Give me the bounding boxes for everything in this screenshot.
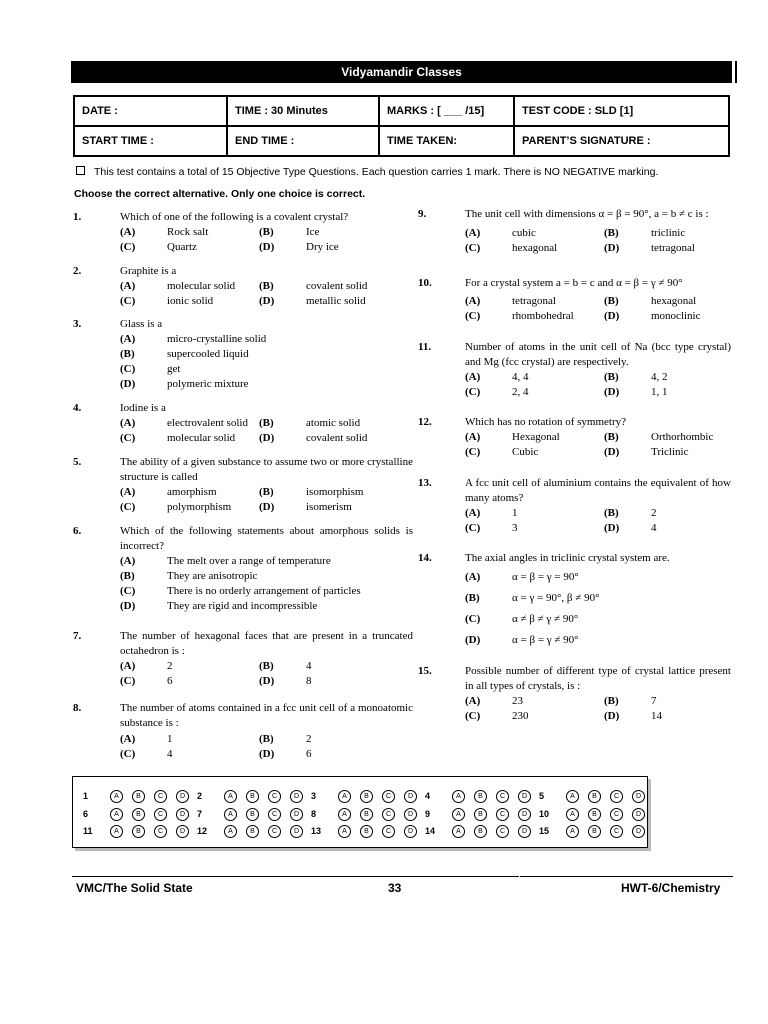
option-label-d: (D) (604, 242, 620, 254)
option-label-a: (A) (120, 733, 136, 745)
end-time-cell: END TIME : (227, 126, 379, 156)
omr-question (83, 823, 193, 841)
option-text-d: 14 (651, 710, 662, 722)
omr-question (425, 823, 535, 841)
option-label-a: (A) (120, 333, 136, 345)
omr-question-number: 4 (425, 791, 431, 801)
answer-bubble[interactable]: D (290, 825, 303, 838)
info-row (74, 126, 729, 156)
omr-question (425, 788, 535, 806)
omr-answer-grid (72, 776, 648, 848)
answer-bubble[interactable]: D (518, 825, 531, 838)
answer-bubble[interactable]: B (246, 790, 259, 803)
option-text-d: 1, 1 (651, 386, 668, 398)
omr-question-number: 14 (425, 826, 436, 836)
option-text-b: 2 (306, 733, 312, 745)
option-text-a: amorphism (167, 486, 217, 498)
option-text-a: molecular solid (167, 280, 236, 292)
answer-bubble[interactable]: C (496, 790, 509, 803)
option-label-c: (C) (120, 241, 136, 253)
option-text-d: α = β = γ ≠ 90° (512, 634, 579, 646)
answer-bubble[interactable]: C (610, 808, 623, 821)
answer-bubble[interactable]: C (268, 808, 281, 821)
option-label-b: (B) (604, 371, 619, 383)
answer-bubble[interactable]: A (338, 808, 351, 821)
answer-bubble[interactable]: A (452, 808, 465, 821)
answer-bubble[interactable]: B (474, 825, 487, 838)
option-text-d: tetragonal (651, 242, 695, 254)
answer-bubble[interactable]: A (110, 790, 123, 803)
note-text: This test contains a total of 15 Objective Type Questions. Each question carries 1 mark. There is NO NEGATIVE marking. (94, 166, 659, 178)
option-label-d: (D) (604, 386, 620, 398)
question-number: 4. (73, 402, 82, 414)
answer-bubble[interactable]: D (518, 808, 531, 821)
answer-bubble[interactable]: A (338, 825, 351, 838)
answer-bubble[interactable]: A (224, 808, 237, 821)
option-label-a: (A) (465, 571, 481, 583)
answer-bubble[interactable]: C (154, 825, 167, 838)
answer-bubble[interactable]: C (154, 808, 167, 821)
answer-bubble[interactable]: D (404, 808, 417, 821)
option-text-c: α ≠ β ≠ γ ≠ 90° (512, 613, 579, 625)
answer-bubble[interactable]: C (154, 790, 167, 803)
omr-question (539, 823, 649, 841)
option-text-b: 4, 2 (651, 371, 668, 383)
answer-bubble[interactable]: C (382, 808, 395, 821)
info-row (74, 96, 729, 126)
option-text-a: The melt over a range of temperature (167, 555, 331, 567)
question-text: The axial angles in triclinic crystal system are. (465, 552, 670, 564)
option-label-a: (A) (120, 660, 136, 672)
omr-question (83, 788, 193, 806)
option-text-c: 230 (512, 710, 529, 722)
option-text-c: polymorphism (167, 501, 232, 513)
option-label-c: (C) (120, 585, 136, 597)
omr-question-number: 11 (83, 826, 93, 836)
question-text: Which of one of the following is a covalent crystal? (120, 211, 349, 223)
answer-bubble[interactable]: A (452, 825, 465, 838)
marks-cell: MARKS : [ ___ /15] (379, 96, 514, 126)
time-taken-cell: TIME TAKEN: (379, 126, 514, 156)
answer-bubble[interactable]: B (132, 808, 145, 821)
option-text-a: Hexagonal (512, 431, 560, 443)
question-text: Iodine is a (120, 402, 166, 414)
option-label-c: (C) (465, 446, 481, 458)
option-text-b: They are anisotropic (167, 570, 258, 582)
option-label-b: (B) (259, 226, 274, 238)
option-label-d: (D) (604, 522, 620, 534)
answer-bubble[interactable]: D (632, 790, 645, 803)
option-label-c: (C) (120, 501, 136, 513)
answer-bubble[interactable]: C (268, 790, 281, 803)
question-text: A fcc unit cell of aluminium contains the equivalent of how many atoms? (465, 477, 731, 504)
answer-bubble[interactable]: A (110, 825, 123, 838)
option-label-c: (C) (120, 675, 136, 687)
omr-question (197, 823, 307, 841)
test-note (76, 166, 736, 178)
option-text-c: ionic solid (167, 295, 214, 307)
option-label-c: (C) (465, 522, 481, 534)
answer-bubble[interactable]: B (588, 790, 601, 803)
answer-bubble[interactable]: C (382, 790, 395, 803)
omr-question-number: 15 (539, 826, 550, 836)
question-text: Which of the following statements about amorphous solids is incorrect? (120, 525, 413, 552)
option-label-c: (C) (465, 242, 481, 254)
option-text-b: 4 (306, 660, 312, 672)
answer-bubble[interactable]: D (290, 790, 303, 803)
option-label-a: (A) (120, 280, 136, 292)
omr-question-number: 1 (83, 791, 89, 801)
option-label-b: (B) (120, 570, 135, 582)
answer-bubble[interactable]: D (632, 808, 645, 821)
omr-question-number: 13 (311, 826, 322, 836)
footer-rule-left (72, 876, 519, 877)
footer-subject: HWT-6/Chemistry (621, 881, 721, 895)
option-text-c: Cubic (512, 446, 539, 458)
question-text: The number of atoms contained in a fcc unit cell of a monoatomic substance is : (120, 702, 413, 729)
question-text: The number of hexagonal faces that are present in a truncated octahedron is : (120, 630, 413, 657)
answer-bubble[interactable]: A (338, 790, 351, 803)
question-number: 3. (73, 318, 82, 330)
date-cell: DATE : (74, 96, 227, 126)
omr-question (539, 788, 649, 806)
answer-bubble[interactable]: B (360, 808, 373, 821)
answer-bubble[interactable]: D (176, 825, 189, 838)
option-label-b: (B) (259, 733, 274, 745)
answer-bubble[interactable]: B (132, 790, 145, 803)
omr-question (83, 806, 193, 824)
question-text: The unit cell with dimensions α = β = 90°, a = b ≠ c is : (465, 208, 709, 220)
omr-question-number: 12 (197, 826, 208, 836)
option-label-d: (D) (259, 675, 275, 687)
option-label-d: (D) (259, 748, 275, 760)
option-text-b: covalent solid (306, 280, 368, 292)
answer-bubble[interactable]: D (176, 808, 189, 821)
omr-question (311, 788, 421, 806)
option-text-c: 4 (167, 748, 173, 760)
question-text: The ability of a given substance to assume two or more crystalline structure is called (120, 456, 413, 483)
option-label-a: (A) (465, 227, 481, 239)
question-number: 6. (73, 525, 82, 537)
option-label-a: (A) (120, 486, 136, 498)
answer-bubble[interactable]: D (290, 808, 303, 821)
answer-bubble[interactable]: B (588, 808, 601, 821)
answer-bubble[interactable]: D (404, 825, 417, 838)
option-label-b: (B) (465, 592, 480, 604)
option-label-c: (C) (465, 710, 481, 722)
option-label-a: (A) (120, 226, 136, 238)
test-code-cell: TEST CODE : SLD [1] (514, 96, 729, 126)
answer-bubble[interactable]: D (176, 790, 189, 803)
omr-question-number: 3 (311, 791, 317, 801)
question-text: Which has no rotation of symmetry? (465, 416, 626, 428)
option-label-a: (A) (465, 431, 481, 443)
option-label-d: (D) (120, 600, 136, 612)
option-label-c: (C) (120, 295, 136, 307)
option-label-c: (C) (465, 310, 481, 322)
footer-rule-right (520, 876, 733, 877)
answer-bubble[interactable]: C (610, 790, 623, 803)
option-text-a: α = β = γ = 90° (512, 571, 579, 583)
question-text: For a crystal system a = b = c and α = β = γ ≠ 90° (465, 277, 683, 289)
answer-bubble[interactable]: D (632, 825, 645, 838)
option-label-d: (D) (465, 634, 481, 646)
question-number: 1. (73, 211, 82, 223)
option-label-c: (C) (465, 386, 481, 398)
question-text: Graphite is a (120, 265, 177, 277)
option-label-d: (D) (604, 310, 620, 322)
option-label-d: (D) (604, 710, 620, 722)
option-text-d: 8 (306, 675, 312, 687)
question-number: 14. (418, 552, 432, 564)
option-label-b: (B) (259, 486, 274, 498)
option-text-a: 1 (512, 507, 518, 519)
option-text-c: 6 (167, 675, 173, 687)
option-label-d: (D) (120, 378, 136, 390)
option-label-c: (C) (465, 613, 481, 625)
option-text-c: hexagonal (512, 242, 558, 254)
option-label-b: (B) (604, 695, 619, 707)
option-text-c: 2, 4 (512, 386, 529, 398)
start-time-cell: START TIME : (74, 126, 227, 156)
answer-bubble[interactable]: A (566, 825, 579, 838)
option-text-d: Triclinic (651, 446, 689, 458)
option-text-d: 6 (306, 748, 312, 760)
option-text-b: atomic solid (306, 417, 361, 429)
answer-bubble[interactable]: D (518, 790, 531, 803)
option-text-c: 3 (512, 522, 518, 534)
option-label-b: (B) (604, 295, 619, 307)
option-text-d: 4 (651, 522, 657, 534)
option-label-a: (A) (465, 507, 481, 519)
question-number: 5. (73, 456, 82, 468)
omr-question-number: 7 (197, 809, 203, 819)
omr-question-number: 8 (311, 809, 317, 819)
question-number: 13. (418, 477, 432, 489)
option-text-d: isomerism (306, 501, 352, 513)
answer-bubble[interactable]: B (474, 790, 487, 803)
question-number: 9. (418, 208, 427, 220)
option-label-b: (B) (259, 280, 274, 292)
option-label-d: (D) (259, 295, 275, 307)
page-title: Vidyamandir Classes (341, 65, 462, 79)
answer-bubble[interactable]: D (404, 790, 417, 803)
option-label-b: (B) (259, 660, 274, 672)
option-text-c: molecular solid (167, 432, 236, 444)
answer-bubble[interactable]: B (474, 808, 487, 821)
omr-question-number: 10 (539, 809, 550, 819)
option-label-b: (B) (120, 348, 135, 360)
option-text-a: 1 (167, 733, 173, 745)
test-info-table (73, 95, 730, 157)
option-text-d: They are rigid and incompressible (167, 600, 318, 612)
footer-chapter: VMC/The Solid State (76, 881, 193, 895)
option-label-c: (C) (120, 363, 136, 375)
answer-bubble[interactable]: A (452, 790, 465, 803)
option-text-d: polymeric mixture (167, 378, 249, 390)
option-text-a: Rock salt (167, 226, 209, 238)
option-label-d: (D) (259, 432, 275, 444)
option-label-a: (A) (120, 417, 136, 429)
option-text-b: triclinic (651, 227, 686, 239)
question-text: Number of atoms in the unit cell of Na (bcc type crystal) and Mg (fcc crystal) are respectively. (465, 341, 731, 368)
option-text-a: 23 (512, 695, 523, 707)
option-text-c: rhombohedral (512, 310, 574, 322)
option-text-d: metallic solid (306, 295, 366, 307)
option-text-b: α = γ = 90°, β ≠ 90° (512, 592, 600, 604)
option-text-b: isomorphism (306, 486, 364, 498)
option-text-d: covalent solid (306, 432, 368, 444)
question-number: 8. (73, 702, 82, 714)
option-text-a: electrovalent solid (167, 417, 248, 429)
option-text-b: Ice (306, 226, 320, 238)
answer-bubble[interactable]: B (360, 790, 373, 803)
question-number: 10. (418, 277, 432, 289)
option-label-d: (D) (259, 501, 275, 513)
option-label-d: (D) (259, 241, 275, 253)
omr-question-number: 9 (425, 809, 431, 819)
answer-bubble[interactable]: C (610, 825, 623, 838)
answer-bubble[interactable]: B (360, 825, 373, 838)
omr-question-number: 2 (197, 791, 203, 801)
omr-question (311, 823, 421, 841)
question-number: 7. (73, 630, 82, 642)
option-text-a: 4, 4 (512, 371, 529, 383)
answer-bubble[interactable]: B (246, 825, 259, 838)
question-text: Possible number of different type of crystal lattice present in all types of crystals, is : (465, 665, 731, 692)
option-text-b: supercooled liquid (167, 348, 249, 360)
option-text-b: 2 (651, 507, 657, 519)
instruction-text: Choose the correct alternative. Only one choice is correct. (74, 188, 366, 200)
option-text-c: There is no orderly arrangement of particles (167, 585, 361, 597)
answer-bubble[interactable]: A (566, 790, 579, 803)
parent-signature-cell: PARENT’S SIGNATURE : (514, 126, 729, 156)
option-text-a: micro-crystalline solid (167, 333, 267, 345)
option-label-a: (A) (465, 371, 481, 383)
option-label-b: (B) (604, 507, 619, 519)
option-text-a: tetragonal (512, 295, 556, 307)
question-number: 15. (418, 665, 432, 677)
omr-question (425, 806, 535, 824)
option-label-a: (A) (120, 555, 136, 567)
option-text-c: Quartz (167, 241, 197, 253)
option-label-c: (C) (120, 432, 136, 444)
header-banner (71, 61, 732, 83)
answer-bubble[interactable]: A (224, 790, 237, 803)
option-label-b: (B) (604, 227, 619, 239)
omr-question (311, 806, 421, 824)
option-label-b: (B) (604, 431, 619, 443)
omr-question (197, 806, 307, 824)
option-text-d: monoclinic (651, 310, 701, 322)
answer-bubble[interactable]: B (132, 825, 145, 838)
option-label-d: (D) (604, 446, 620, 458)
option-text-b: Orthorhombic (651, 431, 714, 443)
option-text-d: Dry ice (306, 241, 339, 253)
question-number: 11. (418, 341, 432, 353)
banner-divider (735, 61, 737, 83)
question-number: 12. (418, 416, 432, 428)
answer-bubble[interactable]: C (496, 808, 509, 821)
answer-bubble[interactable]: C (382, 825, 395, 838)
option-label-a: (A) (465, 695, 481, 707)
omr-question-number: 6 (83, 809, 89, 819)
answer-bubble[interactable]: C (268, 825, 281, 838)
footer-page-number: 33 (388, 881, 402, 895)
option-text-a: 2 (167, 660, 173, 672)
question-text: Glass is a (120, 318, 163, 330)
answer-bubble[interactable]: A (566, 808, 579, 821)
omr-question (539, 806, 649, 824)
question-number: 2. (73, 265, 82, 277)
option-text-b: hexagonal (651, 295, 697, 307)
answer-bubble[interactable]: A (224, 825, 237, 838)
omr-question-number: 5 (539, 791, 545, 801)
time-cell: TIME : 30 Minutes (227, 96, 379, 126)
checkbox-bullet-icon (76, 166, 85, 175)
answer-bubble[interactable]: A (110, 808, 123, 821)
option-label-c: (C) (120, 748, 136, 760)
option-text-a: cubic (512, 227, 536, 239)
answer-bubble[interactable]: B (588, 825, 601, 838)
option-text-c: get (167, 363, 181, 375)
omr-question (197, 788, 307, 806)
answer-bubble[interactable]: B (246, 808, 259, 821)
option-label-b: (B) (259, 417, 274, 429)
option-text-b: 7 (651, 695, 657, 707)
answer-bubble[interactable]: C (496, 825, 509, 838)
option-label-a: (A) (465, 295, 481, 307)
